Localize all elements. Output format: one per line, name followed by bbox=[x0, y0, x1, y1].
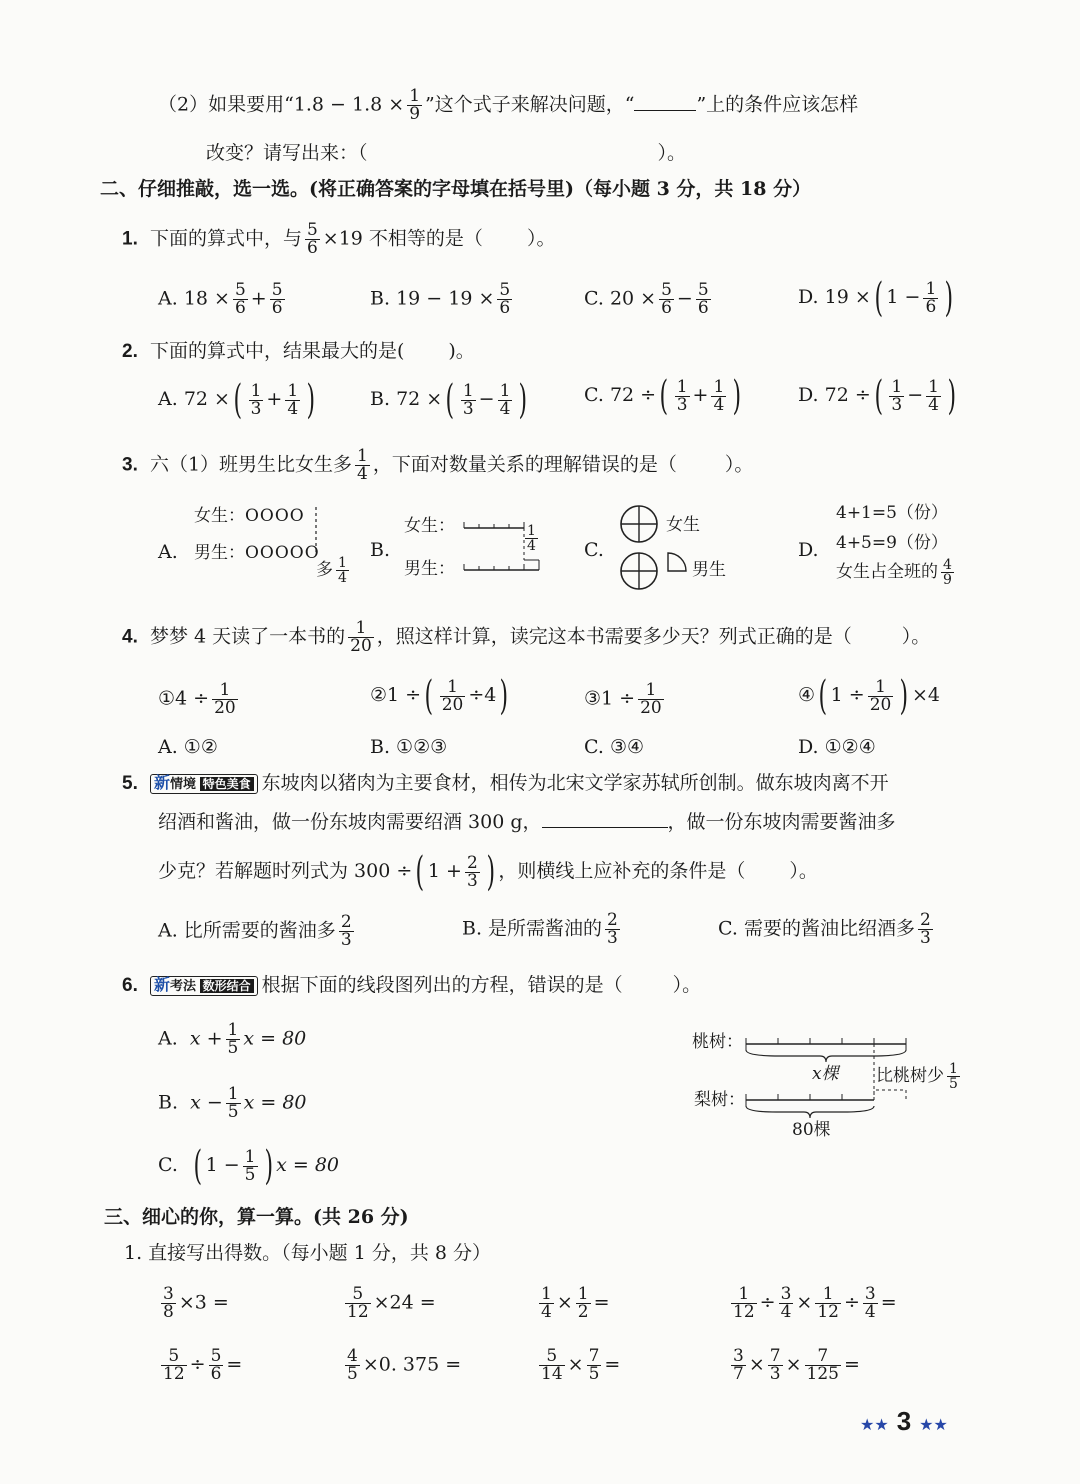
s2-q2-option-b[interactable]: B. 72 ×( $\frac{1}{3}$ − $\frac{1}{4}$ ) bbox=[370, 377, 528, 423]
s2-q3-b-fraction: $\frac{1}{4}$ bbox=[527, 523, 536, 554]
s2-q3-a-more: 多 $\frac{1}{4}$ bbox=[316, 555, 347, 586]
s2-q3-option-c-label[interactable]: C. bbox=[584, 539, 604, 561]
new-context-badge: 新情境 特色美食 bbox=[150, 774, 258, 794]
calc-item-4[interactable]: $\frac{1}{12}$ ÷ $\frac{3}{4}$ × $\frac{1}{12}$ ÷ $\frac{3}{4}$ = bbox=[733, 1284, 897, 1322]
s2-q3-a-boys: 男生：OOOOO bbox=[194, 543, 320, 563]
s2-q3-d-line1: 4+1=5（份） bbox=[836, 503, 948, 523]
calc-item-1[interactable]: $\frac{3}{8}$ ×3 = bbox=[163, 1284, 229, 1322]
s2-q4-expr-2: ②1 ÷( $\frac{1}{20}$ ÷4) bbox=[370, 673, 509, 719]
answer-blank[interactable] bbox=[542, 827, 668, 828]
section-3-title: 三、细心的你，算一算。(共 26 分) bbox=[104, 1206, 409, 1228]
s2-q3-option-a-label[interactable]: A. bbox=[158, 541, 178, 563]
star-icon: ★★ bbox=[919, 1417, 948, 1434]
s2-q4-option-a[interactable]: A. ①② bbox=[158, 736, 218, 758]
s2-q4-expr-4: ④( 1 ÷ $\frac{1}{20}$ ) ×4 bbox=[798, 673, 940, 719]
s2-q3-b-girls: 女生： bbox=[404, 516, 455, 536]
s2-q1-option-d[interactable]: D. 19 ×( 1 − $\frac{1}{6}$ ) bbox=[798, 275, 954, 321]
page-number-footer bbox=[860, 1406, 948, 1437]
s2-q4-option-b[interactable]: B. ①②③ bbox=[370, 736, 448, 758]
s2-q5-option-a[interactable]: A. 比所需要的酱油多 $\frac{2}{3}$ bbox=[158, 912, 352, 950]
diagram-less-label: 比桃树少 $\frac{1}{5}$ bbox=[876, 1061, 958, 1092]
s2-q6-option-c[interactable]: C. ( 1 − $\frac{1}{5}$ ) x = 80 bbox=[158, 1143, 340, 1189]
diagram-pear-label: 梨树： bbox=[694, 1090, 745, 1110]
calc-item-8[interactable]: $\frac{3}{7}$ × $\frac{7}{3}$ × $\frac{7}{125}$ = bbox=[733, 1346, 860, 1384]
s2-q3-option-b-label[interactable]: B. bbox=[370, 539, 391, 561]
q2-line1: （2）如果要用“1.8 − 1.8 × $\frac{1}{9}$ ”这个式子来解决问题，“ ”上的条件应该怎样 bbox=[158, 86, 859, 124]
star-icon: ★★ bbox=[860, 1417, 889, 1434]
s2-q3-d-line3: 女生占全班的 $\frac{4}{9}$ bbox=[836, 557, 952, 588]
diagram-total-label: 80棵 bbox=[792, 1120, 831, 1140]
s2-q4-option-d[interactable]: D. ①②④ bbox=[798, 736, 876, 758]
calc-item-6[interactable]: $\frac{4}{5}$ ×0. 375 = bbox=[347, 1346, 462, 1384]
s2-q4-option-c[interactable]: C. ③④ bbox=[584, 736, 645, 758]
s2-q6-stem: 6. 新考法 数形结合 根据下面的线段图列出的方程，错误的是（ ）。 bbox=[122, 974, 702, 996]
q2-line2: 改变？请写出来：（ ）。 bbox=[206, 142, 687, 164]
s2-q6-option-b[interactable]: B. x − $\frac{1}{5}$ x = 80 bbox=[158, 1084, 307, 1122]
calc-item-5[interactable]: $\frac{5}{12}$ ÷ $\frac{5}{6}$ = bbox=[163, 1346, 243, 1384]
s2-q6-option-a[interactable]: A. x + $\frac{1}{5}$ x = 80 bbox=[158, 1020, 307, 1058]
s2-q3-c-girls: 女生 bbox=[666, 515, 700, 535]
answer-blank[interactable] bbox=[634, 110, 696, 111]
s2-q2-option-c[interactable]: C. 72 ÷( $\frac{1}{3}$ + $\frac{1}{4}$ ) bbox=[584, 373, 742, 419]
s2-q4-stem: 4. 梦梦 4 天读了一本书的 $\frac{1}{20}$ ，照这样计算，读完这本书需要多少天？列式正确的是（ ）。 bbox=[122, 618, 931, 656]
s3-q1-stem: 1. 直接写出得数。（每小题 1 分，共 8 分） bbox=[124, 1242, 492, 1264]
s2-q3-d-line2: 4+5=9（份） bbox=[836, 533, 948, 553]
s2-q4-expr-3: ③1 ÷ $\frac{1}{20}$ bbox=[584, 680, 662, 718]
diagram-x-label: x棵 bbox=[812, 1064, 839, 1084]
calc-item-2[interactable]: $\frac{5}{12}$ ×24 = bbox=[347, 1284, 436, 1322]
s2-q1-option-a[interactable]: A. 18 × $\frac{5}{6}$ + $\frac{5}{6}$ bbox=[158, 280, 283, 318]
s2-q5-option-c[interactable]: C. 需要的酱油比绍酒多 $\frac{2}{3}$ bbox=[718, 910, 931, 948]
s2-q2-stem: 2. 下面的算式中，结果最大的是( )。 bbox=[122, 340, 475, 362]
s2-q1-option-c[interactable]: C. 20 × $\frac{5}{6}$ − $\frac{5}{6}$ bbox=[584, 280, 709, 318]
diagram-peach-label: 桃树： bbox=[692, 1032, 743, 1052]
s2-q2-option-d[interactable]: D. 72 ÷( $\frac{1}{3}$ − $\frac{1}{4}$ ) bbox=[798, 373, 957, 419]
s2-q3-c-boys: 男生 bbox=[692, 560, 726, 580]
s2-q5-line1: 5. 新情境 特色美食 东坡肉以猪肉为主要食材，相传为北宋文学家苏轼所创制。做东坡肉离不开 bbox=[122, 772, 889, 794]
calc-item-7[interactable]: $\frac{5}{14}$ × $\frac{7}{5}$ = bbox=[541, 1346, 621, 1384]
page-number: 3 bbox=[896, 1406, 912, 1436]
s2-q4-expr-1: ①4 ÷ $\frac{1}{20}$ bbox=[158, 680, 236, 718]
s2-q5-line3: 少克？若解题时列式为 300 ÷( 1 + $\frac{2}{3}$ ) ，则横线上应补充的条件是（ ）。 bbox=[158, 849, 818, 895]
calc-item-3[interactable]: $\frac{1}{4}$ × $\frac{1}{2}$ = bbox=[541, 1284, 610, 1322]
s2-q1-stem: 1. 下面的算式中，与 $\frac{5}{6}$ ×19 不相等的是（ ）。 bbox=[122, 220, 556, 258]
s2-q2-option-a[interactable]: A. 72 ×( $\frac{1}{3}$ + $\frac{1}{4}$ ) bbox=[158, 377, 316, 423]
s2-q5-line2: 绍酒和酱油，做一份东坡肉需要绍酒 300 g， ，做一份东坡肉需要酱油多 bbox=[158, 811, 896, 833]
section-2-title: 二、仔细推敲，选一选。(将正确答案的字母填在括号里)（每小题 3 分，共 18 分） bbox=[100, 178, 812, 200]
s2-q3-option-d-label[interactable]: D. bbox=[798, 539, 819, 561]
s2-q3-a-girls: 女生：OOOO bbox=[194, 506, 305, 526]
s2-q3-b-boys: 男生： bbox=[404, 559, 455, 579]
new-method-badge: 新考法 数形结合 bbox=[150, 976, 258, 996]
s2-q1-option-b[interactable]: B. 19 − 19 × $\frac{5}{6}$ bbox=[370, 280, 511, 318]
s2-q5-option-b[interactable]: B. 是所需酱油的 $\frac{2}{3}$ bbox=[462, 910, 618, 948]
s2-q3-stem: 3. 六（1）班男生比女生多 $\frac{1}{4}$ ，下面对数量关系的理解错误的是（ ）。 bbox=[122, 446, 754, 484]
